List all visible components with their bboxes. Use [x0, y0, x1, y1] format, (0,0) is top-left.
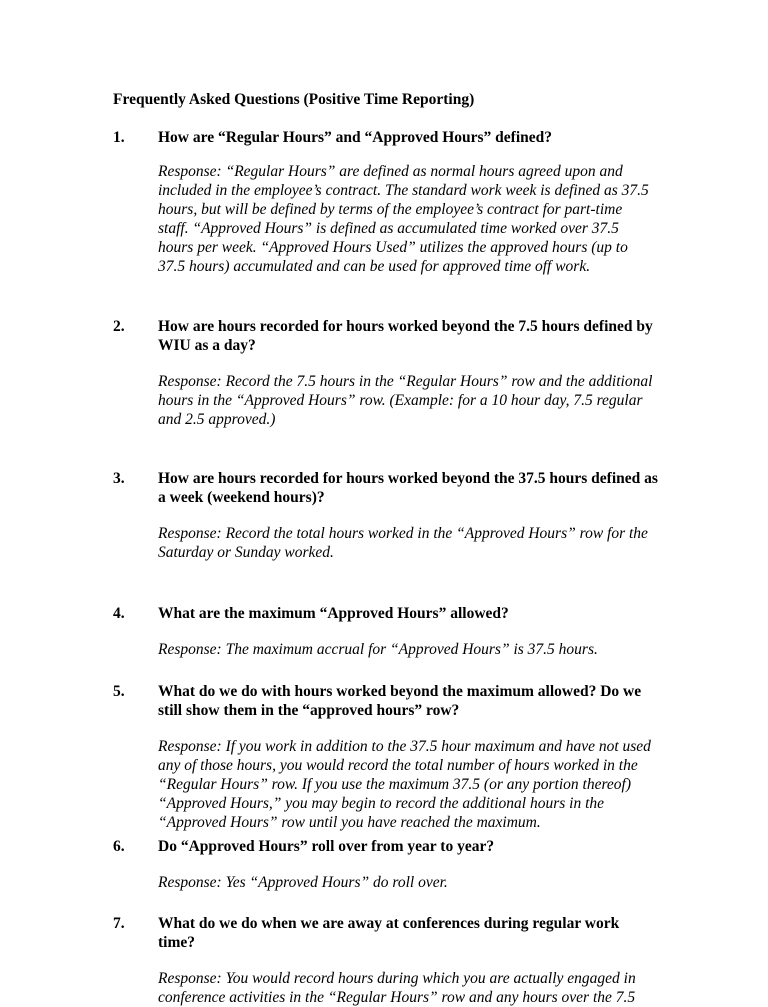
faq-item-7: [113, 914, 673, 1007]
faq-item-5: [113, 682, 673, 832]
faq-answer: Response: You would record hours during which you are actually engaged in conference activities in the “Regular Hours” row and any hours over the 7.5: [158, 970, 636, 1006]
faq-question-row: [113, 317, 673, 355]
faq-question-row: [113, 682, 673, 720]
faq-question: Do “Approved Hours” roll over from year to year?: [158, 838, 495, 855]
document-title: Frequently Asked Questions (Positive Time Reporting): [113, 91, 475, 108]
faq-number: 4.: [113, 605, 125, 622]
faq-question-row: [113, 469, 673, 507]
faq-question: What do we do when we are away at conferences during regular work time?: [158, 915, 620, 951]
faq-item-2: [113, 317, 673, 429]
faq-answer: Response: The maximum accrual for “Approved Hours” is 37.5 hours.: [158, 641, 598, 658]
faq-number: 7.: [113, 915, 125, 932]
faq-number: 6.: [113, 838, 125, 855]
faq-question: How are hours recorded for hours worked beyond the 7.5 hours defined by WIU as a day?: [158, 318, 653, 354]
faq-number: 3.: [113, 470, 125, 487]
faq-question-row: [113, 604, 673, 623]
faq-number: 5.: [113, 683, 125, 700]
faq-question-row: [113, 837, 673, 856]
faq-answer: Response: Record the total hours worked in the “Approved Hours” row for the Saturday or Sunday worked.: [158, 525, 648, 561]
faq-question-row: [113, 128, 673, 147]
faq-question: What are the maximum “Approved Hours” allowed?: [158, 605, 509, 622]
faq-number: 2.: [113, 318, 125, 335]
faq-answer: Response: If you work in addition to the 37.5 hour maximum and have not used any of those hours, you would record the total number of hours worked in the “Regular Hours” row. If you use the maximum 37.5 (or any portion thereof) “Approved Hours,” you may begin to record the additional hours in the “Approved Hours” row until you have reached the maximum.: [158, 738, 651, 831]
faq-answer: Response: “Regular Hours” are defined as normal hours agreed upon and included in the employee’s contract. The standard work week is defined as 37.5 hours, but will be defined by terms of the employee’s contract for part-time staff. “Approved Hours” is defined as accumulated time worked over 37.5 hours per week. “Approved Hours Used” utilizes the approved hours (up to 37.5 hours) accumulated and can be used for approved time off work.: [158, 163, 649, 275]
faq-answer: Response: Record the 7.5 hours in the “Regular Hours” row and the additional hours in the “Approved Hours” row. (Example: for a 10 hour day, 7.5 regular and 2.5 approved.): [158, 373, 653, 428]
faq-question: How are “Regular Hours” and “Approved Hours” defined?: [158, 129, 552, 146]
faq-question: How are hours recorded for hours worked beyond the 37.5 hours defined as a week (weekend hours)?: [158, 470, 658, 506]
faq-item-3: [113, 469, 673, 562]
faq-question: What do we do with hours worked beyond the maximum allowed? Do we still show them in the “approved hours” row?: [158, 683, 642, 719]
faq-number: 1.: [113, 129, 125, 146]
faq-question-row: [113, 914, 673, 952]
faq-item-6: [113, 837, 673, 892]
faq-item-4: [113, 604, 673, 659]
faq-item-1: [113, 128, 673, 276]
faq-answer: Response: Yes “Approved Hours” do roll over.: [158, 874, 448, 891]
